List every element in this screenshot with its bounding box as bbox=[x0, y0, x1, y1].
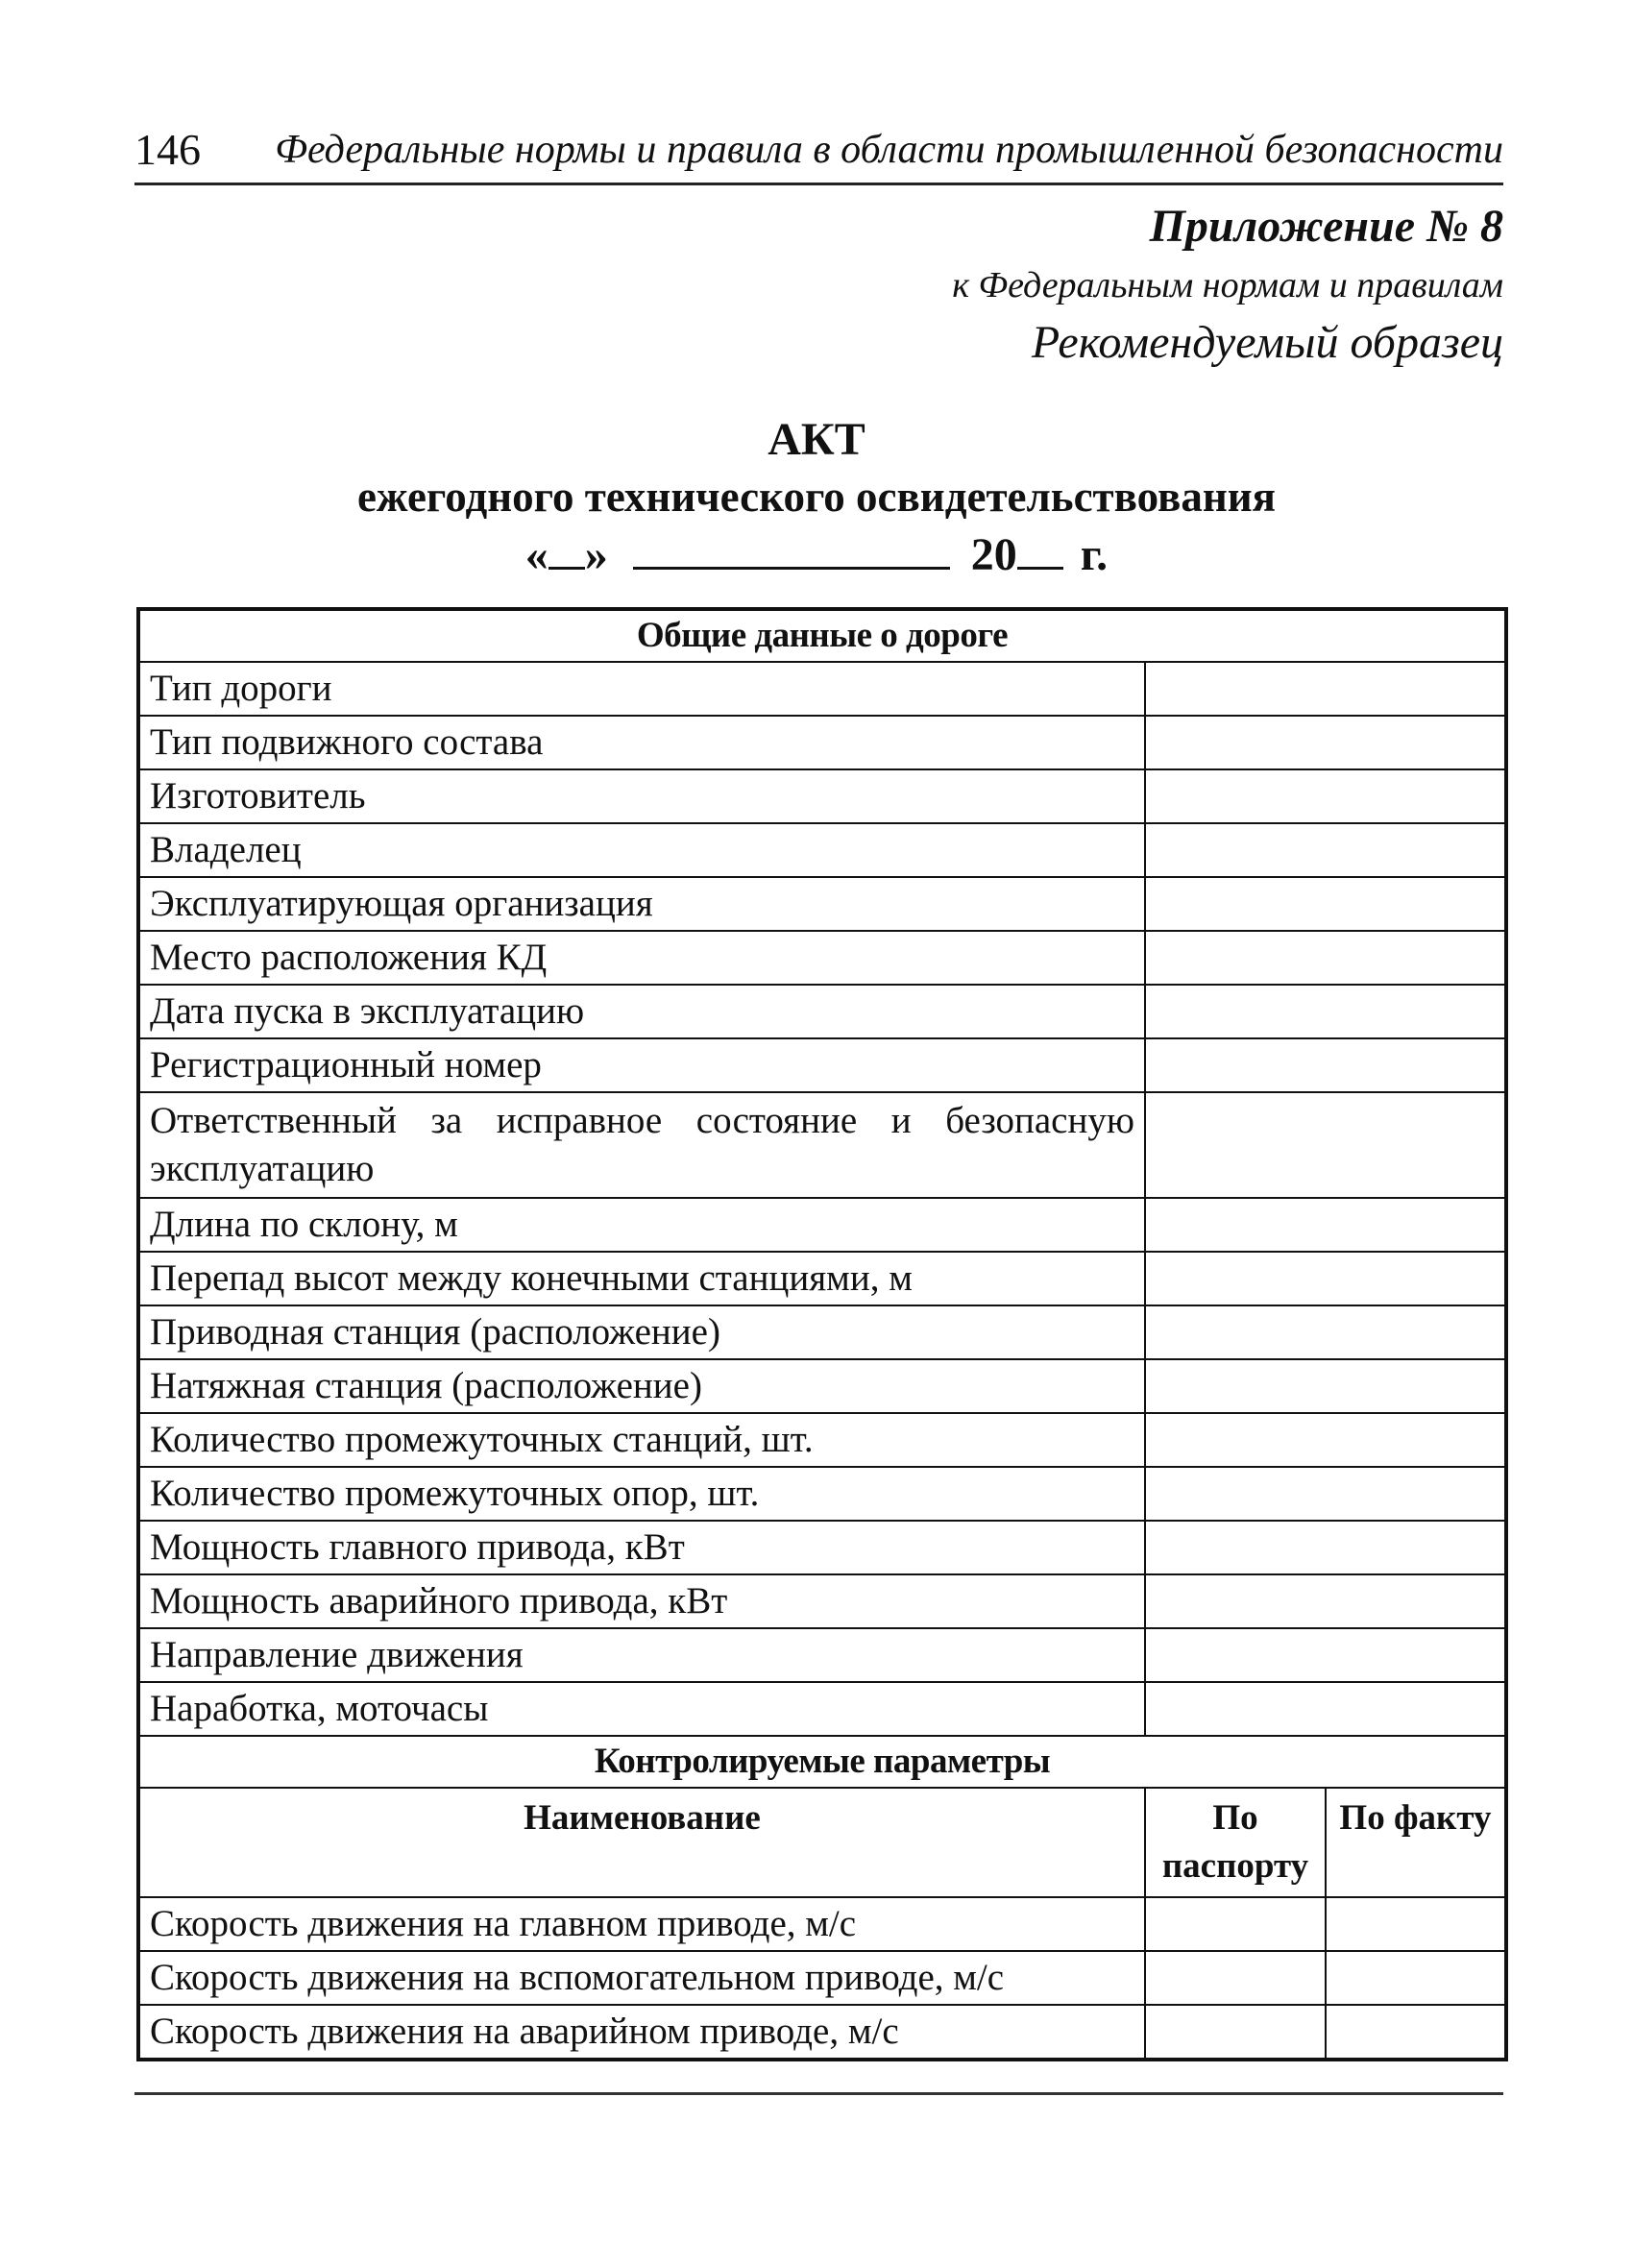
general-row-label: Владелец bbox=[138, 823, 1145, 877]
document-title: АКТ bbox=[768, 414, 865, 465]
year-blank bbox=[1017, 523, 1063, 570]
day-blank bbox=[548, 523, 585, 570]
general-row-value-field[interactable] bbox=[1145, 769, 1506, 823]
general-row-label: Направление движения bbox=[138, 1628, 1145, 1682]
general-row bbox=[138, 1198, 1506, 1252]
general-row-label: Регистрационный номер bbox=[138, 1038, 1145, 1092]
param-passport-value-field[interactable] bbox=[1145, 2005, 1326, 2060]
general-row-label: Место расположения КД bbox=[138, 931, 1145, 985]
general-row-value-field[interactable] bbox=[1145, 1092, 1506, 1198]
params-column-header-row bbox=[138, 1788, 1506, 1897]
general-row-value-field[interactable] bbox=[1145, 1467, 1506, 1521]
general-row-label: Мощность аварийного привода, кВт bbox=[138, 1574, 1145, 1628]
document-date-line bbox=[0, 523, 1633, 584]
month-blank bbox=[633, 523, 950, 570]
general-row bbox=[138, 1038, 1506, 1092]
running-title: Федеральные нормы и правила в области промышленной безопасности bbox=[275, 128, 1503, 172]
param-actual-value-field[interactable] bbox=[1326, 2005, 1506, 2060]
param-row-label: Скорость движения на аварийном приводе, м/с bbox=[138, 2005, 1145, 2060]
general-row bbox=[138, 662, 1506, 716]
general-row-label: Изготовитель bbox=[138, 769, 1145, 823]
general-row bbox=[138, 1359, 1506, 1413]
general-row-label: Количество промежуточных опор, шт. bbox=[138, 1467, 1145, 1521]
bottom-rule bbox=[134, 2092, 1503, 2095]
param-passport-value-field[interactable] bbox=[1145, 1897, 1326, 1951]
params-section-heading-row bbox=[138, 1736, 1506, 1788]
document-subtitle: ежегодного технического освидетельствования bbox=[356, 473, 1277, 521]
params-section-heading: Контролируемые параметры bbox=[138, 1736, 1506, 1788]
general-row bbox=[138, 1628, 1506, 1682]
general-row-value-field[interactable] bbox=[1145, 1628, 1506, 1682]
general-row-value-field[interactable] bbox=[1145, 1252, 1506, 1305]
general-row bbox=[138, 877, 1506, 931]
general-row-value-field[interactable] bbox=[1145, 985, 1506, 1038]
page-number: 146 bbox=[134, 125, 201, 174]
date-open-quote: « bbox=[524, 529, 548, 580]
param-row bbox=[138, 2005, 1506, 2060]
column-header-name: Наименование bbox=[138, 1788, 1145, 1897]
general-row-label: Тип дороги bbox=[138, 662, 1145, 716]
general-row bbox=[138, 1574, 1506, 1628]
general-row bbox=[138, 985, 1506, 1038]
appendix-subtitle: к Федеральным нормам и правилам bbox=[952, 265, 1503, 305]
general-row bbox=[138, 1413, 1506, 1467]
param-row bbox=[138, 1951, 1506, 2005]
general-row-label: Ответственный за исправное состояние и безопасную эксплуатацию bbox=[138, 1092, 1145, 1198]
general-row-label: Тип подвижного состава bbox=[138, 716, 1145, 769]
general-row-label: Мощность главного привода, кВт bbox=[138, 1521, 1145, 1574]
general-row-label: Эксплуатирующая организация bbox=[138, 877, 1145, 931]
general-row bbox=[138, 931, 1506, 985]
page-header bbox=[134, 121, 1503, 185]
general-row bbox=[138, 1092, 1506, 1198]
general-row-label: Дата пуска в эксплуатацию bbox=[138, 985, 1145, 1038]
general-row-value-field[interactable] bbox=[1145, 1521, 1506, 1574]
general-section-heading: Общие данные о дороге bbox=[138, 609, 1506, 662]
general-row-label: Приводная станция (расположение) bbox=[138, 1305, 1145, 1359]
general-row-value-field[interactable] bbox=[1145, 1413, 1506, 1467]
general-row-label: Перепад высот между конечными станциями, м bbox=[138, 1252, 1145, 1305]
param-row-label: Скорость движения на главном приводе, м/с bbox=[138, 1897, 1145, 1951]
general-row-value-field[interactable] bbox=[1145, 1574, 1506, 1628]
appendix-title: Приложение № 8 bbox=[1149, 201, 1503, 252]
general-row-value-field[interactable] bbox=[1145, 823, 1506, 877]
general-row bbox=[138, 1521, 1506, 1574]
general-row-value-field[interactable] bbox=[1145, 1682, 1506, 1736]
column-header-passport: По паспорту bbox=[1145, 1788, 1326, 1897]
general-row-label: Количество промежуточных станций, шт. bbox=[138, 1413, 1145, 1467]
general-row bbox=[138, 769, 1506, 823]
general-row bbox=[138, 716, 1506, 769]
param-passport-value-field[interactable] bbox=[1145, 1951, 1326, 2005]
date-close-quote: » bbox=[584, 529, 608, 580]
general-row-value-field[interactable] bbox=[1145, 1198, 1506, 1252]
param-row bbox=[138, 1897, 1506, 1951]
inspection-form-table bbox=[136, 607, 1508, 2061]
param-row-label: Скорость движения на вспомогательном приводе, м/с bbox=[138, 1951, 1145, 2005]
general-row-value-field[interactable] bbox=[1145, 1038, 1506, 1092]
general-row-value-field[interactable] bbox=[1145, 1359, 1506, 1413]
general-row-label: Длина по склону, м bbox=[138, 1198, 1145, 1252]
general-row-value-field[interactable] bbox=[1145, 662, 1506, 716]
date-year-prefix: 20 bbox=[970, 529, 1017, 580]
general-row-label: Натяжная станция (расположение) bbox=[138, 1359, 1145, 1413]
general-row bbox=[138, 1467, 1506, 1521]
param-actual-value-field[interactable] bbox=[1326, 1951, 1506, 2005]
general-row-value-field[interactable] bbox=[1145, 877, 1506, 931]
general-row bbox=[138, 1682, 1506, 1736]
general-section-heading-row bbox=[138, 609, 1506, 662]
date-year-suffix: г. bbox=[1080, 529, 1109, 580]
general-row-value-field[interactable] bbox=[1145, 716, 1506, 769]
general-row-value-field[interactable] bbox=[1145, 1305, 1506, 1359]
appendix-sample-label: Рекомендуемый образец bbox=[1031, 317, 1503, 368]
general-row bbox=[138, 1252, 1506, 1305]
param-actual-value-field[interactable] bbox=[1326, 1897, 1506, 1951]
column-header-actual: По факту bbox=[1326, 1788, 1506, 1897]
general-row-value-field[interactable] bbox=[1145, 931, 1506, 985]
general-row-label: Наработка, моточасы bbox=[138, 1682, 1145, 1736]
general-row bbox=[138, 1305, 1506, 1359]
general-row bbox=[138, 823, 1506, 877]
